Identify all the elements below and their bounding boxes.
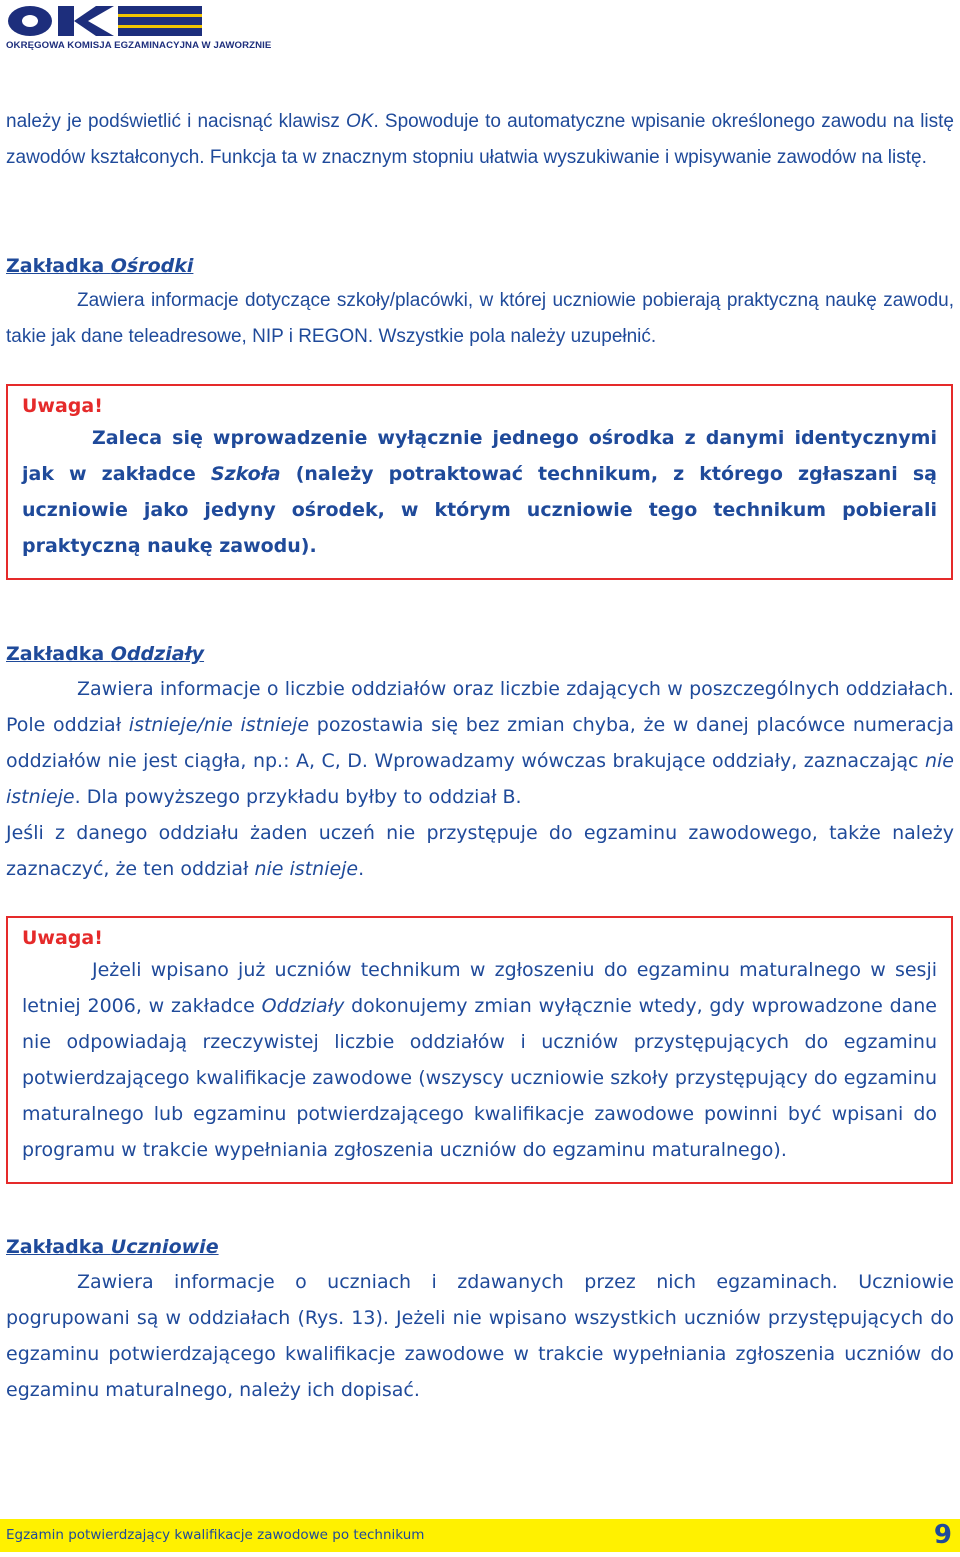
warning-text-b: dokonujemy zmian wyłącznie wtedy, gdy wprowadzone dane nie odpowiadają rzeczywistej liczbie oddziałów i uczniów przystępujących do egzaminu potwierdzającego kwalifikacje zawodowe (wszyscy uczniowie szkoły przystępujący do egzaminu maturalnego lub egzaminu potwierdzającego kwalifikacje zawodowe powinni być wpisani do programu w trakcie wypełniania zgłoszenia uczniów do egzaminu maturalnego). xyxy=(22,995,938,1161)
heading-tab-name: Oddziały xyxy=(110,643,205,665)
oddzialy-text2-b: . xyxy=(358,858,365,880)
warning-text-em: Oddziały xyxy=(261,995,345,1017)
warning-text xyxy=(22,420,937,564)
intro-ok-key: OK xyxy=(346,111,374,132)
page-footer xyxy=(0,1519,960,1552)
oddzialy-text-em1: istnieje/nie istnieje xyxy=(128,714,310,736)
oke-logo-mark xyxy=(6,4,202,38)
intro-text-b: . Spowoduje to automatyczne wpisanie określonego zawodu na listę zawodów kształconych. Funkcja ta w znacznym stopniu ułatwia wyszukiwanie i wpisywanie zawodów na listę. xyxy=(6,111,954,168)
oddzialy-text-c: . Dla powyższego przykładu byłby to oddział B. xyxy=(74,786,522,808)
warning-box-oddzialy xyxy=(6,916,953,1184)
oddzialy-text-b: pozostawia się bez zmian chyba, że w danej placówce numeracja oddziałów nie jest ciągła, np.: A, C, D. Wprowadzamy wówczas brakujące oddziały, zaznaczając xyxy=(6,714,954,772)
oddzialy-text-em2: nie istnieje xyxy=(6,750,954,808)
warning-box-osrodki xyxy=(6,384,953,580)
oddzialy-body-2 xyxy=(6,815,954,887)
heading-tab-name: Ośrodki xyxy=(110,255,194,277)
heading-prefix: Zakładka xyxy=(6,255,111,277)
warning-label: Uwaga! xyxy=(22,927,103,949)
intro-paragraph xyxy=(6,104,954,176)
page-number: 9 xyxy=(933,1520,952,1550)
heading-osrodki xyxy=(6,252,193,280)
warning-text xyxy=(22,952,937,1168)
warning-text-b: (należy potraktować technikum, z którego zgłaszani są uczniowie jako jedyny ośrodek, w którym uczniowie tego technikum pobierali praktyczną naukę zawodu). xyxy=(22,463,937,557)
footer-title: Egzamin potwierdzający kwalifikacje zawodowe po technikum xyxy=(6,1527,425,1543)
logo-subtitle: OKRĘGOWA KOMISJA EGZAMINACYJNA W JAWORZNIE xyxy=(6,40,272,51)
uczniowie-body: Zawiera informacje o uczniach i zdawanych przez nich egzaminach. Uczniowie pogrupowani są w oddziałach (Rys. 13). Jeżeli nie wpisano wszystkich uczniów przystępujących do egzaminu potwierdzającego kwalifikacje zawodowe w trakcie wypełniania zgłoszenia uczniów do egzaminu maturalnego, należy ich dopisać. xyxy=(6,1271,954,1401)
heading-uczniowie xyxy=(6,1233,219,1261)
oddzialy-text2-a: Jeśli z danego oddziału żaden uczeń nie przystępuje do egzaminu zawodowego, także należy zaznaczyć, że ten oddział xyxy=(6,822,954,880)
warning-text-a: Zaleca się wprowadzenie wyłącznie jednego ośrodka z danymi identycznymi jak w zakładce xyxy=(22,427,937,485)
intro-text-a: należy je podświetlić i nacisnąć klawisz xyxy=(6,111,347,132)
heading-tab-name: Uczniowie xyxy=(110,1236,219,1258)
warning-text-a: Jeżeli wpisano już uczniów technikum w zgłoszeniu do egzaminu maturalnego w sesji letniej 2006, w zakładce xyxy=(22,959,937,1017)
oddzialy-text-a: Zawiera informacje o liczbie oddziałów oraz liczbie zdających w poszczególnych oddziałach. Pole oddział xyxy=(6,678,954,736)
heading-prefix: Zakładka xyxy=(6,643,111,665)
osrodki-body: Zawiera informacje dotyczące szkoły/placówki, w której uczniowie pobierają praktyczną naukę zawodu, takie jak dane teleadresowe, NIP i REGON. Wszystkie pola należy uzupełnić. xyxy=(6,290,954,347)
heading-oddzialy xyxy=(6,640,204,668)
oke-logo xyxy=(6,4,276,54)
heading-prefix: Zakładka xyxy=(6,1236,111,1258)
oddzialy-body xyxy=(6,671,954,815)
oddzialy-text2-em: nie istnieje xyxy=(254,858,359,880)
warning-text-em: Szkoła xyxy=(210,463,281,485)
warning-label: Uwaga! xyxy=(22,395,103,417)
